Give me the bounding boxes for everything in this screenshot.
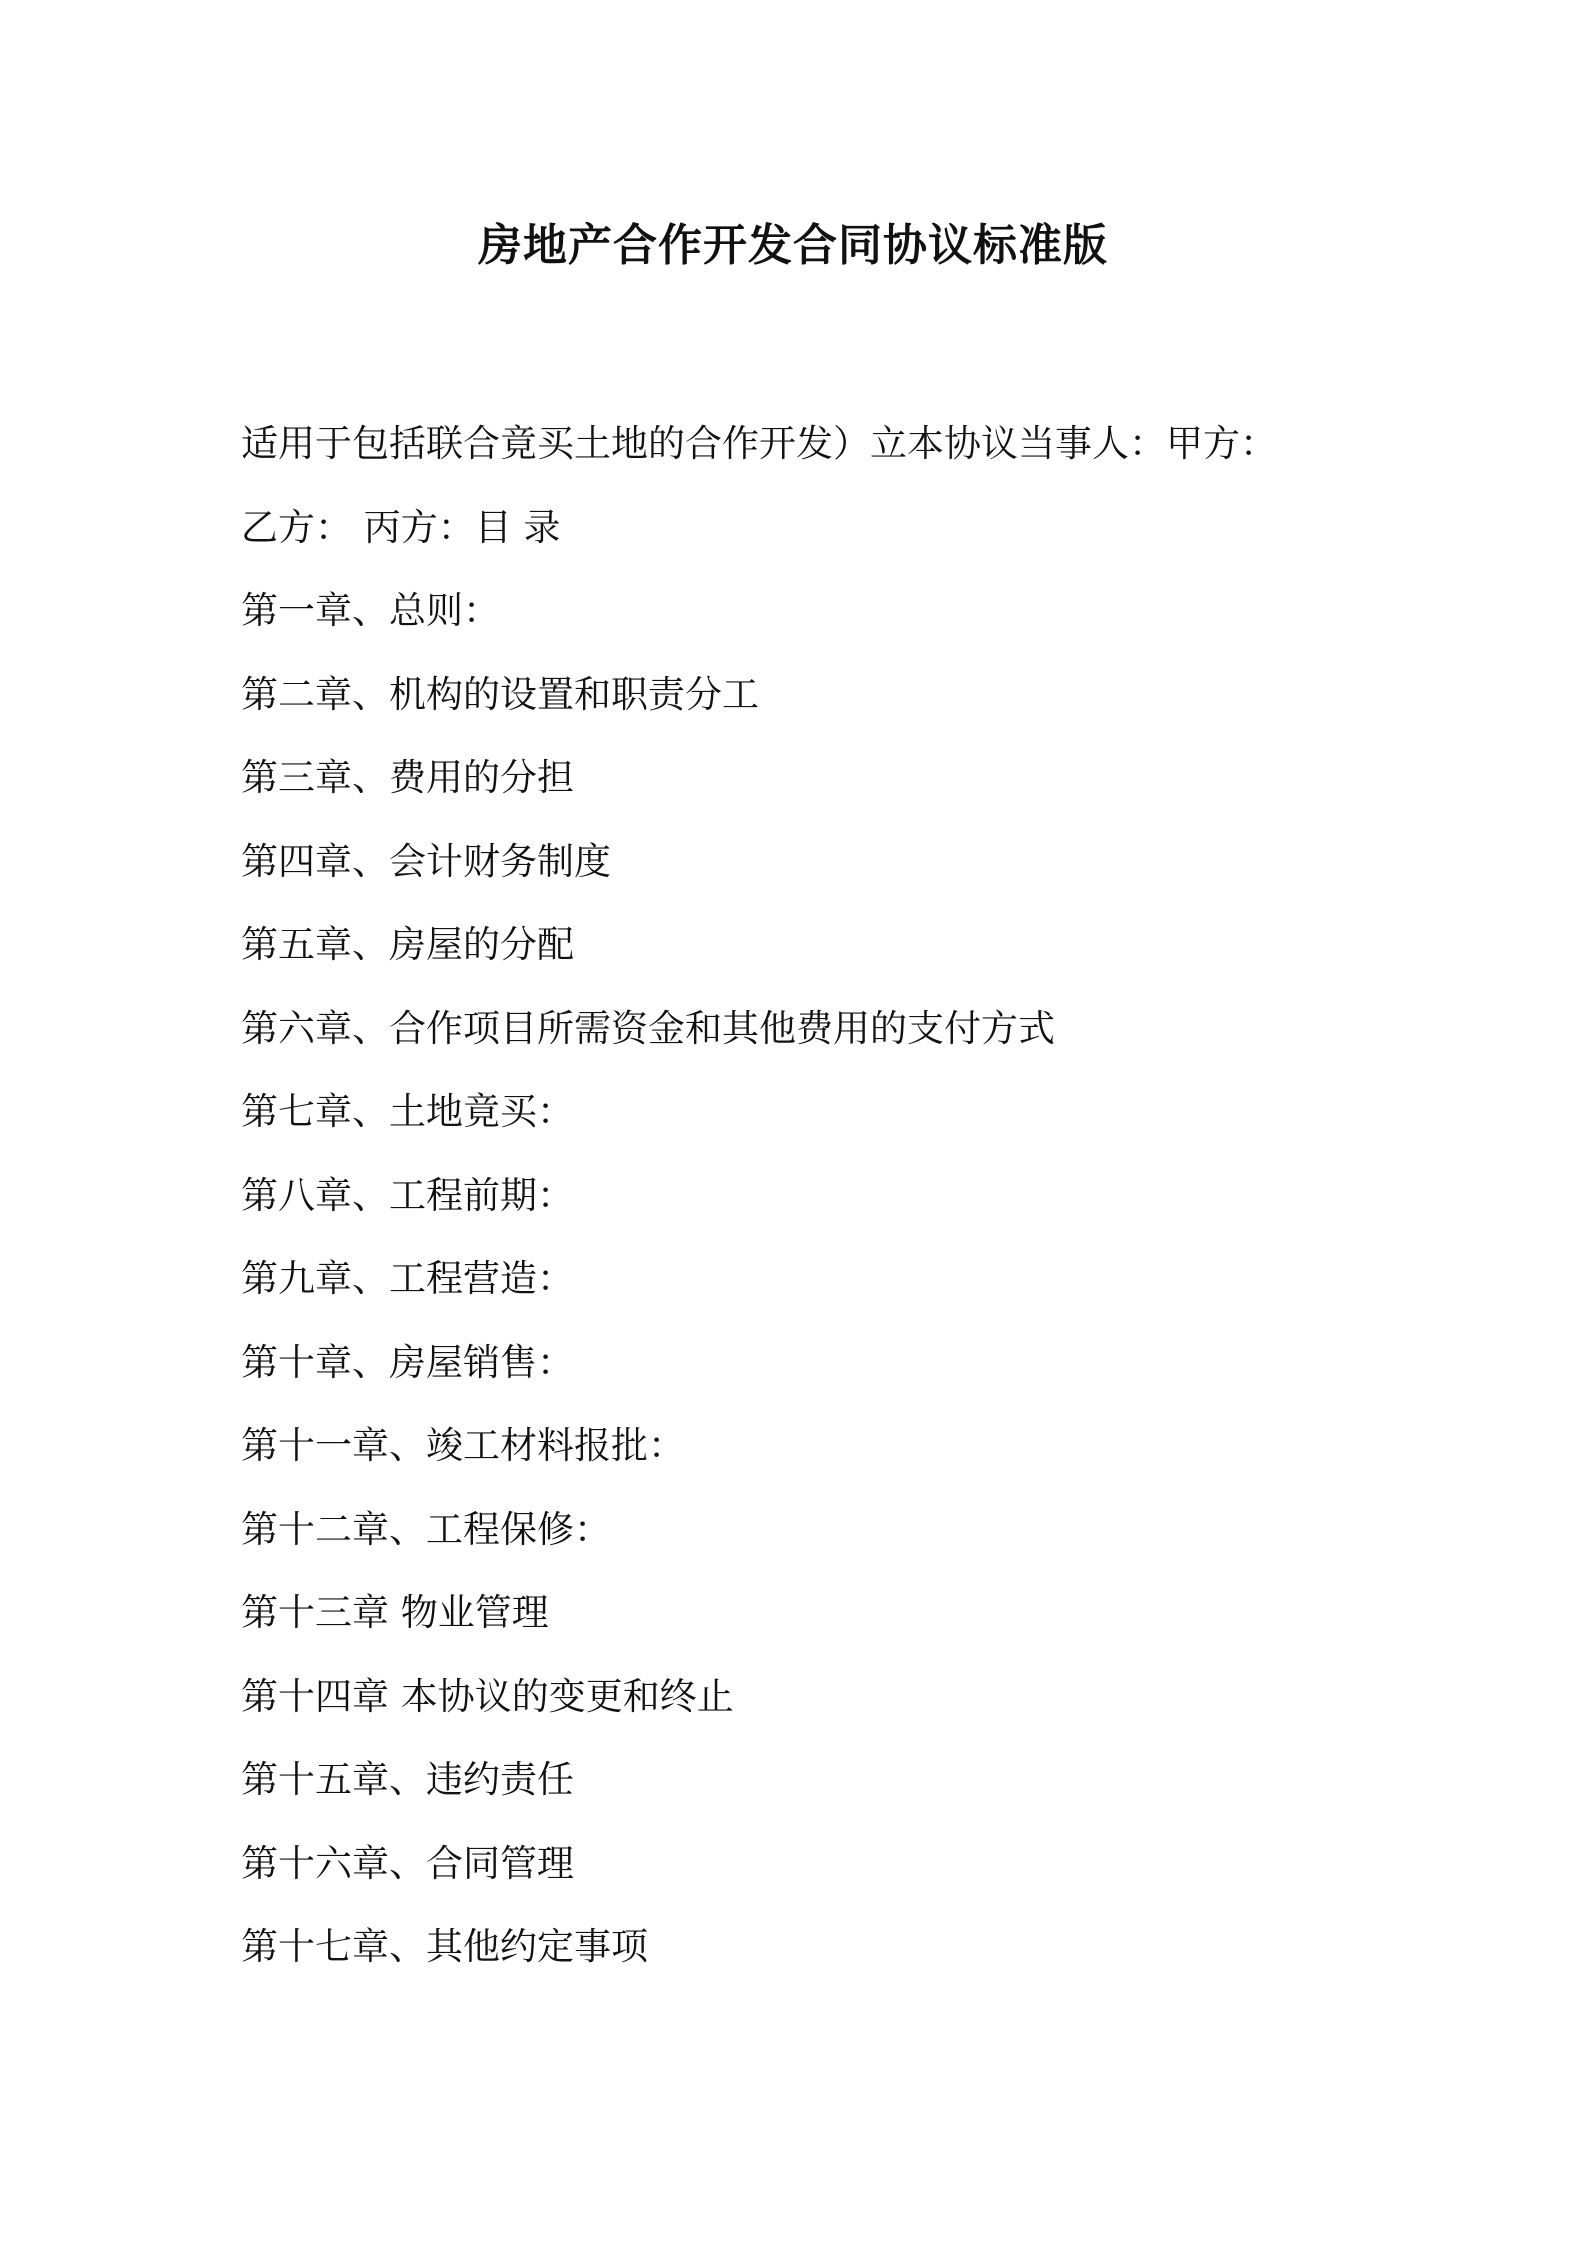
toc-chapter-2: 第二章、机构的设置和职责分工 <box>241 672 759 716</box>
document-title: 房地产合作开发合同协议标准版 <box>478 220 1108 271</box>
toc-chapter-5: 第五章、房屋的分配 <box>241 923 574 966</box>
toc-chapter-3: 第三章、费用的分担 <box>241 756 574 799</box>
toc-chapter-4: 第四章、会计财务制度 <box>241 839 611 883</box>
parties-toc-line: 乙方： 丙方：目 录 <box>241 505 561 549</box>
toc-chapter-15: 第十五章、违约责任 <box>241 1758 574 1801</box>
toc-chapter-6: 第六章、合作项目所需资金和其他费用的支付方式 <box>241 1006 1055 1050</box>
toc-chapter-8: 第八章、工程前期： <box>241 1173 574 1217</box>
toc-chapter-14: 第十四章 本协议的变更和终止 <box>241 1674 734 1718</box>
toc-chapter-13: 第十三章 物业管理 <box>241 1591 549 1634</box>
toc-chapter-7: 第七章、土地竟买： <box>241 1090 574 1133</box>
toc-chapter-1: 第一章、总则： <box>241 589 500 632</box>
toc-chapter-17: 第十七章、其他约定事项 <box>241 1925 648 1968</box>
toc-chapter-10: 第十章、房屋销售： <box>241 1340 574 1384</box>
toc-chapter-9: 第九章、工程营造： <box>241 1257 574 1300</box>
toc-chapter-11: 第十一章、竣工材料报批： <box>241 1424 685 1467</box>
toc-chapter-12: 第十二章、工程保修： <box>241 1507 611 1551</box>
document-body <box>241 402 1401 1989</box>
toc-chapter-16: 第十六章、合同管理 <box>241 1841 574 1885</box>
intro-line: 适用于包括联合竟买土地的合作开发）立本协议当事人：甲方： <box>241 422 1277 465</box>
